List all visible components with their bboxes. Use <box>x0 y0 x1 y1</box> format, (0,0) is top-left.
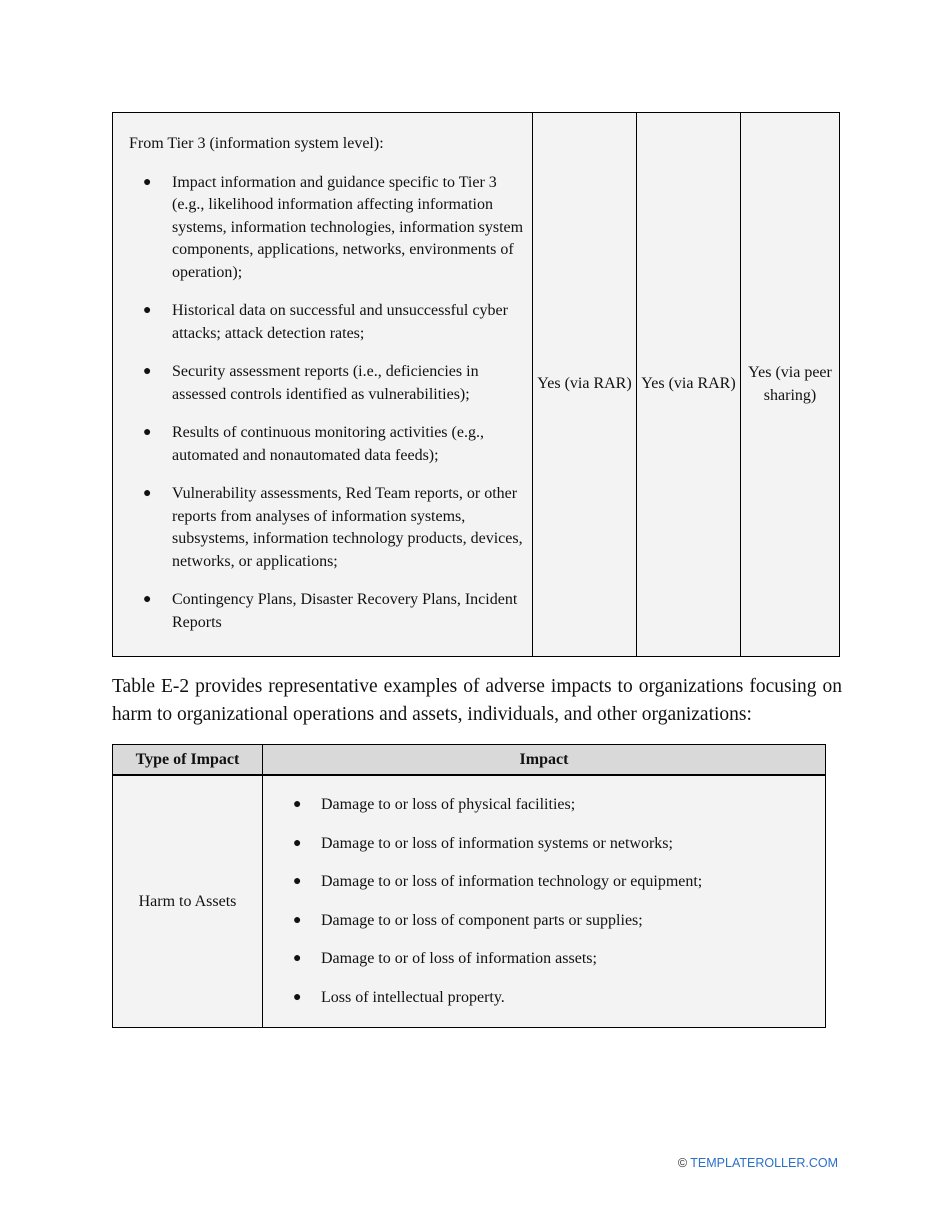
bullet-icon: ● <box>293 912 302 928</box>
list-item-text: Damage to or loss of information technology or equipment; <box>321 873 703 890</box>
list-item-text: Contingency Plans, Disaster Recovery Plans, Incident Reports <box>172 591 518 631</box>
list-item-text: Historical data on successful and unsuccessful cyber attacks; attack detection rates; <box>172 302 508 342</box>
list-item <box>129 483 526 573</box>
bullet-icon: ● <box>293 951 302 966</box>
list-item-text: Results of continuous monitoring activities (e.g., automated and nonautomated data feeds); <box>172 424 484 464</box>
list-item-text: Damage to or of loss of information assets; <box>321 950 597 967</box>
list-item <box>263 987 817 1010</box>
bullet-icon: ● <box>143 364 152 379</box>
list-item <box>263 910 817 933</box>
list-item <box>129 300 526 345</box>
list-item <box>263 794 817 817</box>
availability-cell-rar-1: Yes (via RAR) <box>533 113 637 657</box>
column-header-impact: Impact <box>263 745 826 776</box>
list-item <box>263 871 817 894</box>
tier3-heading: From Tier 3 (information system level): <box>129 135 384 152</box>
tier3-description-cell <box>113 113 533 657</box>
impact-list-cell <box>263 775 826 1028</box>
list-item <box>129 589 526 634</box>
list-item-text: Damage to or loss of information systems or networks; <box>321 834 673 852</box>
templateroller-link[interactable]: TEMPLATEROLLER.COM <box>690 1156 838 1170</box>
list-item-text: Loss of intellectual property. <box>321 988 505 1006</box>
bullet-icon: ● <box>293 797 302 812</box>
tier3-sources-table <box>112 112 840 657</box>
impact-bullet-list <box>263 794 817 1009</box>
list-item-text: Impact information and guidance specific to Tier 3 (e.g., likelihood information affecting information systems, information technologies, information system components, applications, networks, environments of operation); <box>172 173 524 281</box>
bullet-icon: ● <box>143 174 152 190</box>
list-item <box>263 948 817 971</box>
list-item-text: Damage to or loss of component parts or supplies; <box>321 911 643 929</box>
table-row <box>113 113 840 657</box>
bullet-icon: ● <box>293 989 302 1005</box>
list-item <box>263 833 817 856</box>
availability-cell-peer-sharing: Yes (via peer sharing) <box>741 113 840 657</box>
bullet-icon: ● <box>293 874 302 889</box>
list-item-text: Vulnerability assessments, Red Team reports, or other reports from analyses of information systems, subsystems, information technology products, devices, networks, or applications; <box>172 485 523 570</box>
bullet-icon: ● <box>143 486 152 501</box>
bullet-icon: ● <box>143 425 152 440</box>
table-e2-intro-paragraph: Table E-2 provides representative examples of adverse impacts to organizations focusing on harm to organizational operations and assets, individuals, and other organizations: <box>112 676 842 725</box>
list-item-text: Damage to or loss of physical facilities; <box>321 796 576 813</box>
impact-type-cell: Harm to Assets <box>113 775 263 1028</box>
availability-cell-rar-2: Yes (via RAR) <box>637 113 741 657</box>
table-row <box>113 775 826 1028</box>
list-item-text: Security assessment reports (i.e., deficiencies in assessed controls identified as vulnerabilities); <box>172 363 479 403</box>
bullet-icon: ● <box>143 592 152 607</box>
list-item <box>129 172 526 285</box>
bullet-icon: ● <box>143 303 152 318</box>
footer-copyright <box>678 1156 838 1170</box>
copyright-icon: © <box>677 1156 688 1170</box>
list-item <box>129 361 526 406</box>
table-header-row <box>113 745 826 776</box>
list-item <box>129 422 526 467</box>
tier3-bullet-list <box>129 172 526 635</box>
column-header-type-of-impact: Type of Impact <box>113 745 263 776</box>
adverse-impacts-table <box>112 744 826 1028</box>
bullet-icon: ● <box>293 835 302 851</box>
